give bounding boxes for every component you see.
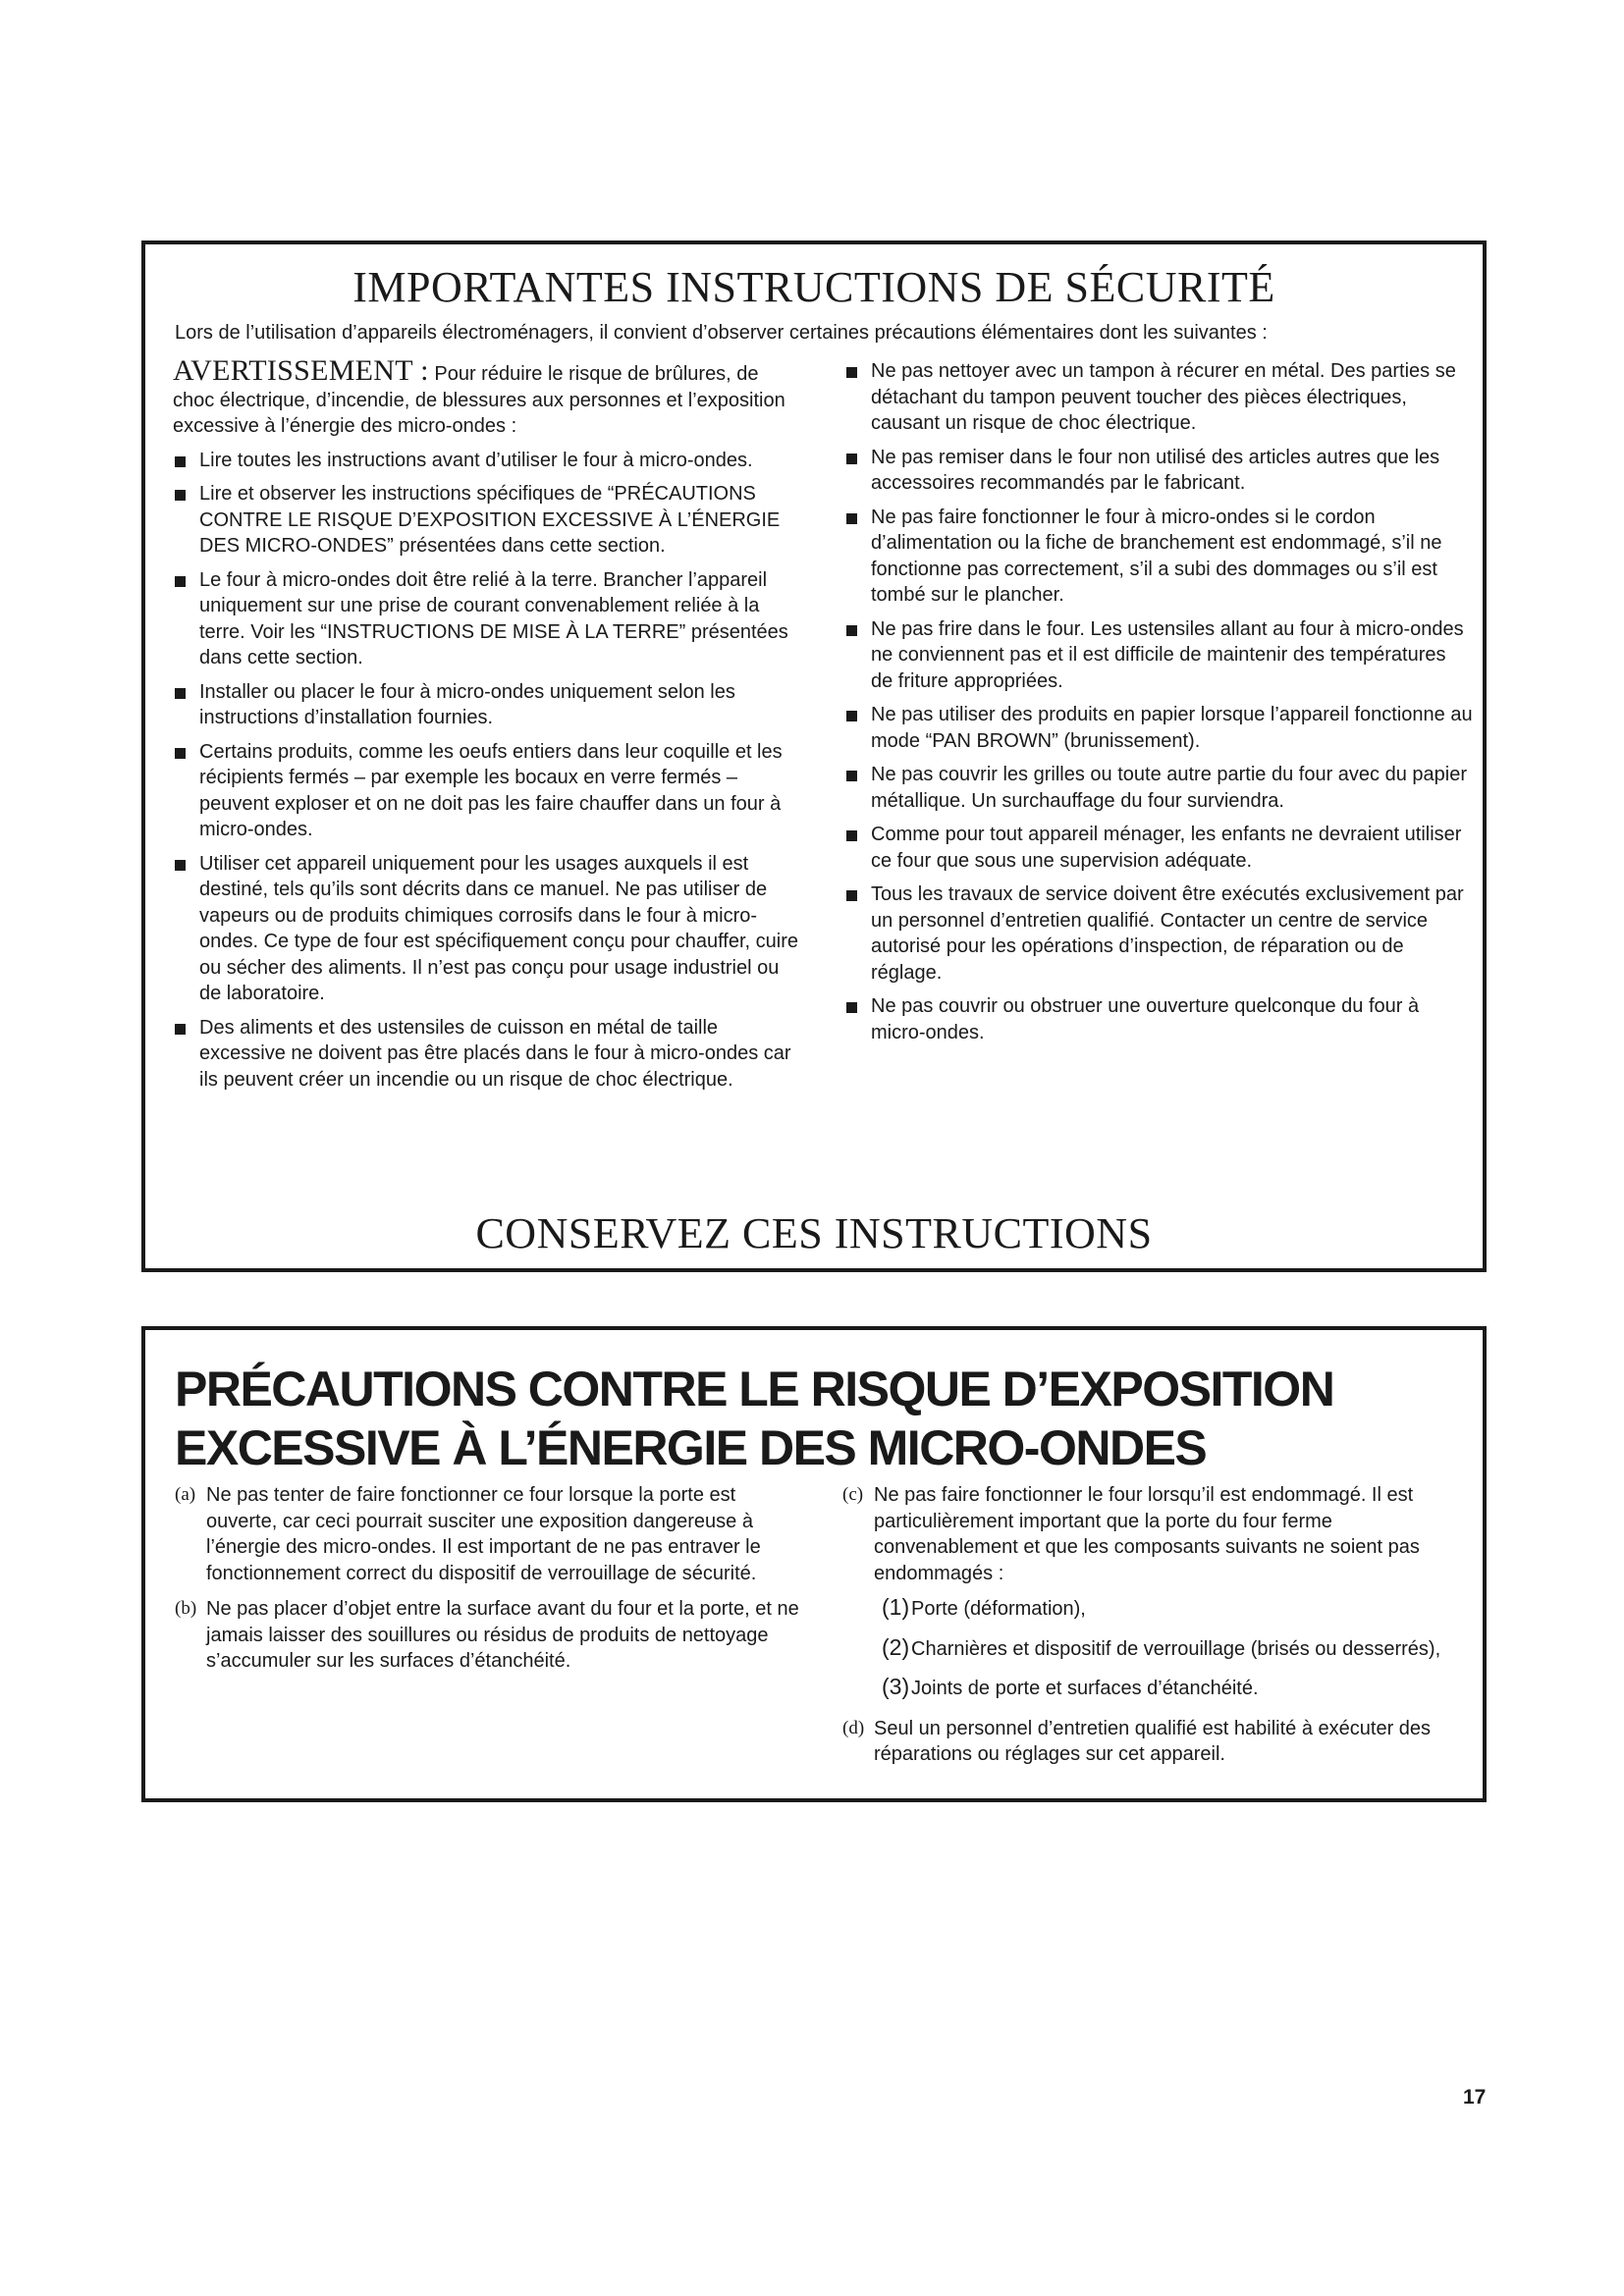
precaution-item-b [175, 1596, 803, 1675]
sub-item-text: Charnières et dispositif de verrouillage (brisés ou desserrés), [911, 1637, 1441, 1660]
square-bullet-icon [846, 454, 857, 464]
safety-instructions-box [141, 240, 1487, 1272]
precautions-title [175, 1360, 1451, 1477]
square-bullet-icon [846, 771, 857, 781]
square-bullet-icon [846, 711, 857, 721]
list-item: Ne pas remiser dans le four non utilisé des articles autres que les accessoires recommandés par le fabricant. [844, 445, 1473, 497]
list-item: Ne pas frire dans le four. Les ustensiles allant au four à micro-ondes ne conviennent pas et il est difficile de maintenir des températures de friture appropriées. [844, 616, 1473, 695]
sub-item-2 [842, 1633, 1471, 1663]
item-text: Ne pas faire fonctionner le four lorsqu’il est endommagé. Il est particulièrement important que la porte du four ferme convenablement et que les composants suivants ne soient pas endommagés : [874, 1484, 1420, 1584]
sub-item-3 [842, 1676, 1471, 1702]
item-text: Ne pas placer d’objet entre la surface avant du four et la porte, et ne jamais laisser des souillures ou résidus de produits de nettoyage s’accumuler sur les surfaces d’étanchéité. [206, 1598, 799, 1672]
safety-footer: CONSERVEZ CES INSTRUCTIONS [475, 1209, 1153, 1257]
list-item: Ne pas faire fonctionner le four à micro-ondes si le cordon d’alimentation ou la fiche de branchement est endommagé, s’il ne fonctionne pas correctement, s’il a subi des dommages ou s’il est tombé sur le plancher. [844, 505, 1473, 609]
safety-title: IMPORTANTES INSTRUCTIONS DE SÉCURITÉ [352, 263, 1275, 311]
item-marker: (d) [842, 1717, 865, 1738]
list-item: Ne pas nettoyer avec un tampon à récurer en métal. Des parties se détachant du tampon peuvent toucher des pièces électriques, causant un risque de choc électrique. [844, 358, 1473, 437]
sub-item-number: (2) [882, 1633, 910, 1660]
precaution-item-d [842, 1716, 1471, 1768]
warning-label: AVERTISSEMENT : [173, 354, 429, 387]
square-bullet-icon [175, 576, 186, 587]
list-item: Ne pas couvrir les grilles ou toute autre partie du four avec du papier métallique. Un surchauffage du four surviendra. [844, 762, 1473, 814]
list-item: Comme pour tout appareil ménager, les enfants ne devraient utiliser ce four que sous une supervision adéquate. [844, 822, 1473, 874]
sub-item-text: Porte (déformation), [911, 1598, 1086, 1620]
list-item: Installer ou placer le four à micro-ondes uniquement selon les instructions d’installation fournies. [173, 679, 801, 731]
sub-item-number: (1) [882, 1594, 910, 1620]
list-item: Ne pas utiliser des produits en papier lorsque l’appareil fonctionne au mode “PAN BROWN” (brunissement). [844, 702, 1473, 754]
square-bullet-icon [175, 860, 186, 871]
square-bullet-icon [175, 490, 186, 501]
warning-paragraph [173, 354, 801, 440]
square-bullet-icon [846, 830, 857, 841]
precautions-title-line-1: PRÉCAUTIONS CONTRE LE RISQUE D’EXPOSITION [175, 1362, 1334, 1416]
sub-item-1 [842, 1596, 1471, 1623]
warning-text: Pour réduire le risque de brûlures, de choc électrique, d’incendie, de blessures aux personnes et l’exposition excessive à l’énergie des micro-ondes : [173, 363, 785, 437]
list-item: Lire et observer les instructions spécifiques de “PRÉCAUTIONS CONTRE LE RISQUE D’EXPOSITION EXCESSIVE À L’ÉNERGIE DES MICRO-ONDES” présentées dans cette section. [173, 481, 801, 560]
sub-item-number: (3) [882, 1674, 910, 1699]
square-bullet-icon [846, 513, 857, 524]
square-bullet-icon [175, 748, 186, 759]
safety-left-column [173, 354, 801, 1100]
square-bullet-icon [846, 890, 857, 901]
item-text: Ne pas tenter de faire fonctionner ce four lorsque la porte est ouverte, car ceci pourrait susciter une exposition dangereuse à l’énergie des micro-ondes. Il est important de ne pas entraver le fonctionnement correct du dispositif de verrouillage de sécurité. [206, 1484, 761, 1584]
precautions-left-column [175, 1482, 803, 1684]
square-bullet-icon [846, 625, 857, 636]
item-text: Seul un personnel d’entretien qualifié est habilité à exécuter des réparations ou réglages sur cet appareil. [874, 1717, 1432, 1765]
list-item: Tous les travaux de service doivent être exécutés exclusivement par un personnel d’entretien qualifié. Contacter un centre de service autorisé pour les opérations d’inspection, de réparation ou de réglage. [844, 881, 1473, 986]
square-bullet-icon [175, 688, 186, 699]
safety-right-list [844, 358, 1473, 1045]
safety-right-column [844, 358, 1473, 1053]
sub-item-text: Joints de porte et surfaces d’étanchéité. [911, 1678, 1259, 1699]
precautions-title-line-2: EXCESSIVE À L’ÉNERGIE DES MICRO-ONDES [175, 1420, 1207, 1475]
microwave-precautions-box [141, 1326, 1487, 1802]
list-item: Ne pas couvrir ou obstruer une ouverture quelconque du four à micro-ondes. [844, 993, 1473, 1045]
list-item: Le four à micro-ondes doit être relié à la terre. Brancher l’appareil uniquement sur une prise de courant convenablement reliée à la terre. Voir les “INSTRUCTIONS DE MISE À LA TERRE” présentées dans cette section. [173, 567, 801, 671]
list-item: Lire toutes les instructions avant d’utiliser le four à micro-ondes. [173, 448, 801, 474]
safety-intro: Lors de l’utilisation d’appareils électroménagers, il convient d’observer certaines précautions élémentaires dont les suivantes : [175, 322, 1268, 344]
square-bullet-icon [846, 1002, 857, 1013]
list-item: Des aliments et des ustensiles de cuisson en métal de taille excessive ne doivent pas être placés dans le four à micro-ondes car ils peuvent créer un incendie ou un risque de choc électrique. [173, 1015, 801, 1094]
precaution-item-c [842, 1482, 1471, 1586]
page-number: 17 [1463, 2086, 1487, 2109]
precautions-right-column [842, 1482, 1471, 1778]
item-marker: (a) [175, 1484, 196, 1505]
square-bullet-icon [175, 1024, 186, 1035]
square-bullet-icon [846, 367, 857, 378]
item-marker: (c) [842, 1484, 864, 1505]
item-marker: (b) [175, 1598, 197, 1619]
list-item: Utiliser cet appareil uniquement pour les usages auxquels il est destiné, tels qu’ils sont décrits dans ce manuel. Ne pas utiliser de vapeurs ou de produits chimiques corrosifs dans le four à micro-ondes. Ce type de four est spécifiquement conçu pour chauffer, cuire ou sécher des aliments. Il n’est pas conçu pour usage industriel ou de laboratoire. [173, 851, 801, 1007]
list-item: Certains produits, comme les oeufs entiers dans leur coquille et les récipients fermés – par exemple les bocaux en verre fermés – peuvent exploser et on ne doit pas les faire chauffer dans un four à micro-ondes. [173, 739, 801, 843]
precaution-item-a [175, 1482, 803, 1586]
square-bullet-icon [175, 456, 186, 467]
safety-left-list [173, 448, 801, 1094]
